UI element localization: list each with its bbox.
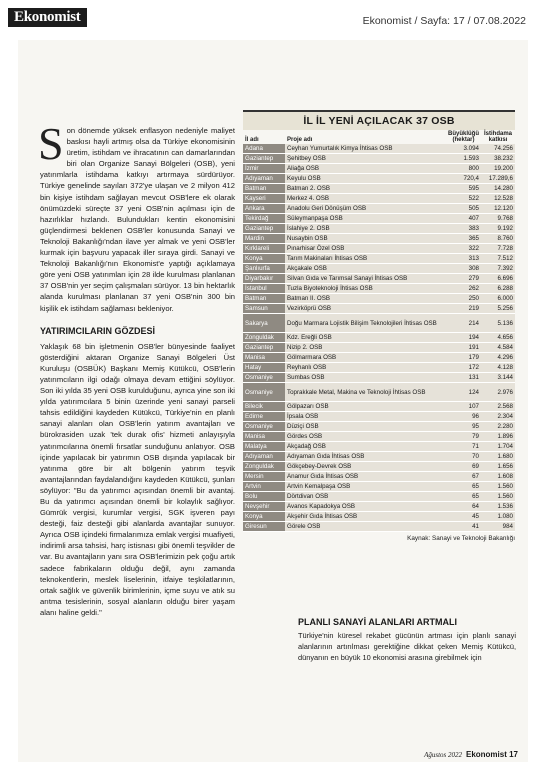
- cell-area: 64: [446, 502, 481, 512]
- cell-city: Batman: [243, 294, 285, 304]
- table-row: [243, 244, 515, 254]
- article-intro: [38, 118, 235, 314]
- table-row: [243, 304, 515, 314]
- table-row: [243, 512, 515, 522]
- cell-city: Zonguldak: [243, 333, 285, 343]
- table-row: [243, 204, 515, 214]
- section-body-planned-areas: [298, 630, 516, 663]
- table-row: [243, 284, 515, 294]
- cell-city: Sakarya: [243, 314, 285, 333]
- table-row: [243, 164, 515, 174]
- cell-city: Konya: [243, 254, 285, 264]
- cell-jobs: 7.392: [481, 264, 515, 274]
- table-row: [243, 154, 515, 164]
- cell-jobs: 2.568: [481, 402, 515, 412]
- cell-project: Batman II. OSB: [285, 294, 446, 304]
- table-row: [243, 472, 515, 482]
- cell-city: Manisa: [243, 353, 285, 363]
- cell-jobs: 8.760: [481, 234, 515, 244]
- cell-project: Vezirköprü OSB: [285, 304, 446, 314]
- table-row: [243, 462, 515, 472]
- cell-jobs: 1.080: [481, 512, 515, 522]
- cell-jobs: 4.128: [481, 363, 515, 373]
- cell-area: 219: [446, 304, 481, 314]
- table-row: [243, 353, 515, 363]
- cell-city: Bilecik: [243, 402, 285, 412]
- cell-jobs: 1.896: [481, 432, 515, 442]
- cell-project: Keyulu OSB: [285, 174, 446, 184]
- cell-city: Zonguldak: [243, 462, 285, 472]
- cell-project: Süleymanpaşa OSB: [285, 214, 446, 224]
- table-row: [243, 174, 515, 184]
- cell-city: Artvin: [243, 482, 285, 492]
- cell-project: Tarım Makinaları İhtisas OSB: [285, 254, 446, 264]
- issue-date: Ağustos 2022: [424, 751, 462, 759]
- table-row: [243, 363, 515, 373]
- cell-jobs: 1.560: [481, 492, 515, 502]
- cell-city: Gaziantep: [243, 224, 285, 234]
- section-heading-planned-areas: PLANLI SANAYİ ALANLARI ARTMALI: [298, 617, 457, 627]
- footer-page-number: Ekonomist 17: [465, 750, 518, 759]
- cell-city: Mersin: [243, 472, 285, 482]
- cell-project: Nizip 2. OSB: [285, 343, 446, 353]
- cell-jobs: 6.696: [481, 274, 515, 284]
- cell-project: Artvin Kemalpaşa OSB: [285, 482, 446, 492]
- cell-city: Adıyaman: [243, 174, 285, 184]
- cell-city: Şanlıurfa: [243, 264, 285, 274]
- cell-jobs: 4.296: [481, 353, 515, 363]
- table-source: Kaynak: Sanayi ve Teknoloji Bakanlığı: [407, 535, 515, 542]
- cell-project: Doğu Marmara Lojistik Bilişim Teknolojileri İhtisas OSB: [285, 314, 446, 333]
- cell-jobs: 12.120: [481, 204, 515, 214]
- cell-area: 407: [446, 214, 481, 224]
- header-bar: [0, 0, 536, 34]
- osb-table: [243, 130, 515, 532]
- cell-jobs: 9.192: [481, 224, 515, 234]
- cell-jobs: 1.536: [481, 502, 515, 512]
- table-title: İL İL YENİ AÇILACAK 37 OSB: [243, 110, 515, 130]
- col-area: Büyüklüğü (hektar): [448, 131, 479, 143]
- cell-project: İpsala OSB: [285, 412, 446, 422]
- cell-jobs: 984: [481, 522, 515, 532]
- cell-jobs: 6.288: [481, 284, 515, 294]
- table-row: [243, 194, 515, 204]
- table-row: [243, 412, 515, 422]
- cell-area: 322: [446, 244, 481, 254]
- cell-area: 308: [446, 264, 481, 274]
- cell-project: Adıyaman Gıda İhtisas OSB: [285, 452, 446, 462]
- cell-area: 45: [446, 512, 481, 522]
- cell-area: 131: [446, 373, 481, 383]
- cell-city: Ankara: [243, 204, 285, 214]
- table-row: [243, 214, 515, 224]
- table-row: [243, 383, 515, 402]
- cell-city: Mardin: [243, 234, 285, 244]
- cell-jobs: 1.608: [481, 472, 515, 482]
- col-jobs: İstihdama katkısı: [483, 131, 512, 143]
- cell-jobs: 2.304: [481, 412, 515, 422]
- cell-jobs: 3.144: [481, 373, 515, 383]
- cell-area: 79: [446, 432, 481, 442]
- table-row: [243, 452, 515, 462]
- cell-project: Reyhanlı OSB: [285, 363, 446, 373]
- cell-project: Anadolu Geri Dönüşüm OSB: [285, 204, 446, 214]
- intro-text: on dönemde yüksek enflasyon nedeniyle maliyet baskısı hayli artmış olsa da Türkiye ekonomisinin üretim, istihdam ve ihracatının can damarlarından biri olan Organize Sanayi Bölgeleri (OSB), yeni yatırımlarla istihdama katkıyı artırmaya sürdürüyor. Türkiye genelinde sayıları 372'ye ulaşan ve 2 milyon 412 bin kişiye istihdam sağlayan mevcut OSB'lere ek olarak önümüzdeki süreçte 37 yeni OSB'nin açılması için de hazırlıklar hızlandı. Bulundukları kentin ekonomisini güçlendirmesi beklenen OSB'ler konusunda Sanayi ve Teknoloji Bakanlığı'ndan ilave yer almak ve yeni OSB'ler kurmak için başvuru yapacak iller sıraya girdi. Sanayi ve Teknoloji Bakanlığı'nın Ekonomist'e yaptığı açıklamaya göre yeni OSB yatırımları için 28 ilde kurulması planlanan 37 OSB'nin yer seçim çalışmaları sürüyor. 13 bin hektarlık alanda kurulması planlanan 37 yeni OSB'nin 300 bin kişilik ek istihdam sağlaması bekleniyor.: [40, 126, 235, 313]
- cell-project: Görele OSB: [285, 522, 446, 532]
- cell-area: 1.593: [446, 154, 481, 164]
- cell-jobs: 4.656: [481, 333, 515, 343]
- table-row: [243, 333, 515, 343]
- cell-project: Silvan Gıda ve Tarımsal Sanayi İhtisas OSB: [285, 274, 446, 284]
- cell-area: 250: [446, 294, 481, 304]
- cell-area: 194: [446, 333, 481, 343]
- cell-project: Ceyhan Yumurtalık Kimya İhtisas OSB: [285, 144, 446, 154]
- cell-area: 107: [446, 402, 481, 412]
- cell-area: 124: [446, 383, 481, 402]
- cell-area: 69: [446, 462, 481, 472]
- cell-area: 41: [446, 522, 481, 532]
- cell-area: 313: [446, 254, 481, 264]
- cell-city: Kırklareli: [243, 244, 285, 254]
- table-row: [243, 422, 515, 432]
- cell-jobs: 17.289,6: [481, 174, 515, 184]
- cell-city: Giresun: [243, 522, 285, 532]
- cell-area: 365: [446, 234, 481, 244]
- planned-areas-text: Türkiye'nin küresel rekabet gücünün artması için planlı sanayi alanlarının artırılması gerektiğine dikkat çeken Memiş Kütükcü, dünyanın en büyük 10 ekonomisi arasına girebilmek için: [298, 631, 516, 662]
- table-row: [243, 482, 515, 492]
- cell-area: 383: [446, 224, 481, 234]
- cell-project: Kdz. Ereğli OSB: [285, 333, 446, 343]
- cell-jobs: 5.136: [481, 314, 515, 333]
- article-left-column: [38, 118, 235, 618]
- cell-project: Dörtdivan OSB: [285, 492, 446, 502]
- cell-area: 65: [446, 492, 481, 502]
- cell-jobs: 2.280: [481, 422, 515, 432]
- cell-area: 71: [446, 442, 481, 452]
- page-reference: Ekonomist / Sayfa: 17 / 07.08.2022: [362, 15, 526, 27]
- table-row: [243, 234, 515, 244]
- col-city: İl adı: [245, 137, 259, 143]
- cell-jobs: 1.560: [481, 482, 515, 492]
- cell-city: İstanbul: [243, 284, 285, 294]
- cell-project: Toprakkale Metal, Makina ve Teknoloji İhtisas OSB: [285, 383, 446, 402]
- cell-area: 595: [446, 184, 481, 194]
- cell-city: Malatya: [243, 442, 285, 452]
- cell-area: 505: [446, 204, 481, 214]
- cell-jobs: 5.256: [481, 304, 515, 314]
- table-row: [243, 522, 515, 532]
- table-body: [243, 144, 515, 532]
- cell-project: Merkez 4. OSB: [285, 194, 446, 204]
- cell-city: Osmaniye: [243, 383, 285, 402]
- cell-area: 800: [446, 164, 481, 174]
- cell-city: Tekirdağ: [243, 214, 285, 224]
- cell-area: 172: [446, 363, 481, 373]
- table-row: [243, 144, 515, 154]
- cell-jobs: 19.200: [481, 164, 515, 174]
- cell-project: Sumbas OSB: [285, 373, 446, 383]
- cell-area: 70: [446, 452, 481, 462]
- drop-cap: S: [38, 118, 64, 169]
- cell-jobs: 6.000: [481, 294, 515, 304]
- cell-project: Akçakale OSB: [285, 264, 446, 274]
- cell-jobs: 74.256: [481, 144, 515, 154]
- cell-area: 214: [446, 314, 481, 333]
- cell-jobs: 1.656: [481, 462, 515, 472]
- table-row: [243, 502, 515, 512]
- cell-city: Nevşehir: [243, 502, 285, 512]
- cell-city: Adıyaman: [243, 452, 285, 462]
- cell-project: Anamur Gıda İhtisas OSB: [285, 472, 446, 482]
- cell-project: Aliağa OSB: [285, 164, 446, 174]
- cell-area: 279: [446, 274, 481, 284]
- table-row: [243, 492, 515, 502]
- cell-city: Gaziantep: [243, 154, 285, 164]
- table-row: [243, 314, 515, 333]
- cell-jobs: 14.280: [481, 184, 515, 194]
- cell-city: Kayseri: [243, 194, 285, 204]
- cell-project: Gölpazarı OSB: [285, 402, 446, 412]
- cell-project: Tuzla Biyoteknoloji İhtisas OSB: [285, 284, 446, 294]
- cell-project: Nusaybin OSB: [285, 234, 446, 244]
- cell-project: Batman 2. OSB: [285, 184, 446, 194]
- cell-area: 65: [446, 482, 481, 492]
- cell-city: Osmaniye: [243, 373, 285, 383]
- cell-project: Akçadağ OSB: [285, 442, 446, 452]
- table-row: [243, 264, 515, 274]
- osb-table-box: [243, 110, 515, 542]
- cell-jobs: 38.232: [481, 154, 515, 164]
- cell-jobs: 4.584: [481, 343, 515, 353]
- cell-area: 179: [446, 353, 481, 363]
- table-row: [243, 373, 515, 383]
- cell-project: Akşehir Gıda İhtisas OSB: [285, 512, 446, 522]
- cell-area: 720,4: [446, 174, 481, 184]
- cell-jobs: 9.768: [481, 214, 515, 224]
- cell-project: Pınarhisar Özel OSB: [285, 244, 446, 254]
- cell-area: 95: [446, 422, 481, 432]
- cell-jobs: 12.528: [481, 194, 515, 204]
- cell-project: Düziçi OSB: [285, 422, 446, 432]
- page-footer: [424, 750, 518, 759]
- cell-city: Konya: [243, 512, 285, 522]
- cell-area: 522: [446, 194, 481, 204]
- cell-project: Gördes OSB: [285, 432, 446, 442]
- table-row: [243, 402, 515, 412]
- table-row: [243, 294, 515, 304]
- cell-jobs: 2.976: [481, 383, 515, 402]
- table-row: [243, 432, 515, 442]
- cell-area: 96: [446, 412, 481, 422]
- cell-city: Samsun: [243, 304, 285, 314]
- table-row: [243, 224, 515, 234]
- cell-project: Gölmarmara OSB: [285, 353, 446, 363]
- col-project: Proje adı: [287, 137, 313, 143]
- cell-city: Osmaniye: [243, 422, 285, 432]
- table-row: [243, 184, 515, 194]
- ekonomist-logo: Ekonomist: [8, 8, 87, 27]
- cell-city: Adana: [243, 144, 285, 154]
- table-header-row: [243, 130, 515, 144]
- cell-city: Batman: [243, 184, 285, 194]
- cell-project: Gökçebey-Devrek OSB: [285, 462, 446, 472]
- cell-area: 191: [446, 343, 481, 353]
- cell-area: 262: [446, 284, 481, 294]
- cell-jobs: 1.680: [481, 452, 515, 462]
- table-row: [243, 274, 515, 284]
- cell-jobs: 7.512: [481, 254, 515, 264]
- cell-city: Hatay: [243, 363, 285, 373]
- table-row: [243, 254, 515, 264]
- cell-city: Diyarbakır: [243, 274, 285, 284]
- cell-jobs: 7.728: [481, 244, 515, 254]
- cell-area: 3.094: [446, 144, 481, 154]
- cell-project: İslahiye 2. OSB: [285, 224, 446, 234]
- cell-project: Avanos Kapadokya OSB: [285, 502, 446, 512]
- section-heading-investors: YATIRIMCILARIN GÖZDESİ: [40, 325, 156, 336]
- cell-area: 67: [446, 472, 481, 482]
- cell-jobs: 1.704: [481, 442, 515, 452]
- cell-city: Bolu: [243, 492, 285, 502]
- table-row: [243, 343, 515, 353]
- cell-city: Gaziantep: [243, 343, 285, 353]
- table-row: [243, 442, 515, 452]
- cell-city: Edirne: [243, 412, 285, 422]
- cell-city: Manisa: [243, 432, 285, 442]
- cell-project: Şehitbey OSB: [285, 154, 446, 164]
- section-body-investors: Yaklaşık 68 bin işletmenin OSB'ler bünyesinde faaliyet gösterdiğini aktaran Organize Sanayi Bölgeleri Üst Kuruluşu (OSBÜK) Başkanı Memiş Kütükcü, OSB'lerin yatırımcıların ilgi odağı olmaya devam ettiğini söylüyor. Son iki yılda 35 yeni OSB kurulduğunu, ayrıca yine son iki yılda yatırımcılara 5 binin üzerinde yeni sanayi parseli tahsis edildiğini kaydeden Kütükcü, Türkiye'nin en planlı sanayi alanları olan OSB'lerin yatırım avantajları ve bürokrasiden uzak 'tek durak ofis' hizmeti anlayışıyla yatırımcılarına önemli fırsatlar sunduğunu anlatıyor. OSB içinde yapılacak bir yatırımın OSB dışında yapılacak bir yatırıma göre bir alt bölgenin yatırım teşvik avantajlarından faydalandığını kaydeden Kütükcü, şunları söylüyor: "Bu da yatırımcı açısından önemli bir avantaj. Bu da yatırımcı açısından önemli bir kolaylık sağlıyor. Gümrük vergisi, kurumlar vergisi, SGK işveren payı desteği, faiz desteği gibi alanlarda avantajlar sunuyor. Ayrıca OSB içindeki firmalarımıza emlak vergisi muafiyeti, indirimli arsa tahsisi, harç istisnası gibi önemli teşvikler de var. Bu avantajların yanı sıra OSB'lerimizin pek çoğu artık sadece fabrikaların olduğu değil, aynı zamanda teknokentlerin, meslek liselerinin, itfaiye teşkilatlarının, ortak sağlık ve güvenlik birimlerinin, içme suyu ve atık su arıtma tesislerinin, sosyal alanların olduğu birer yaşam alanı haline geldi.": [40, 341, 235, 617]
- cell-city: İzmir: [243, 164, 285, 174]
